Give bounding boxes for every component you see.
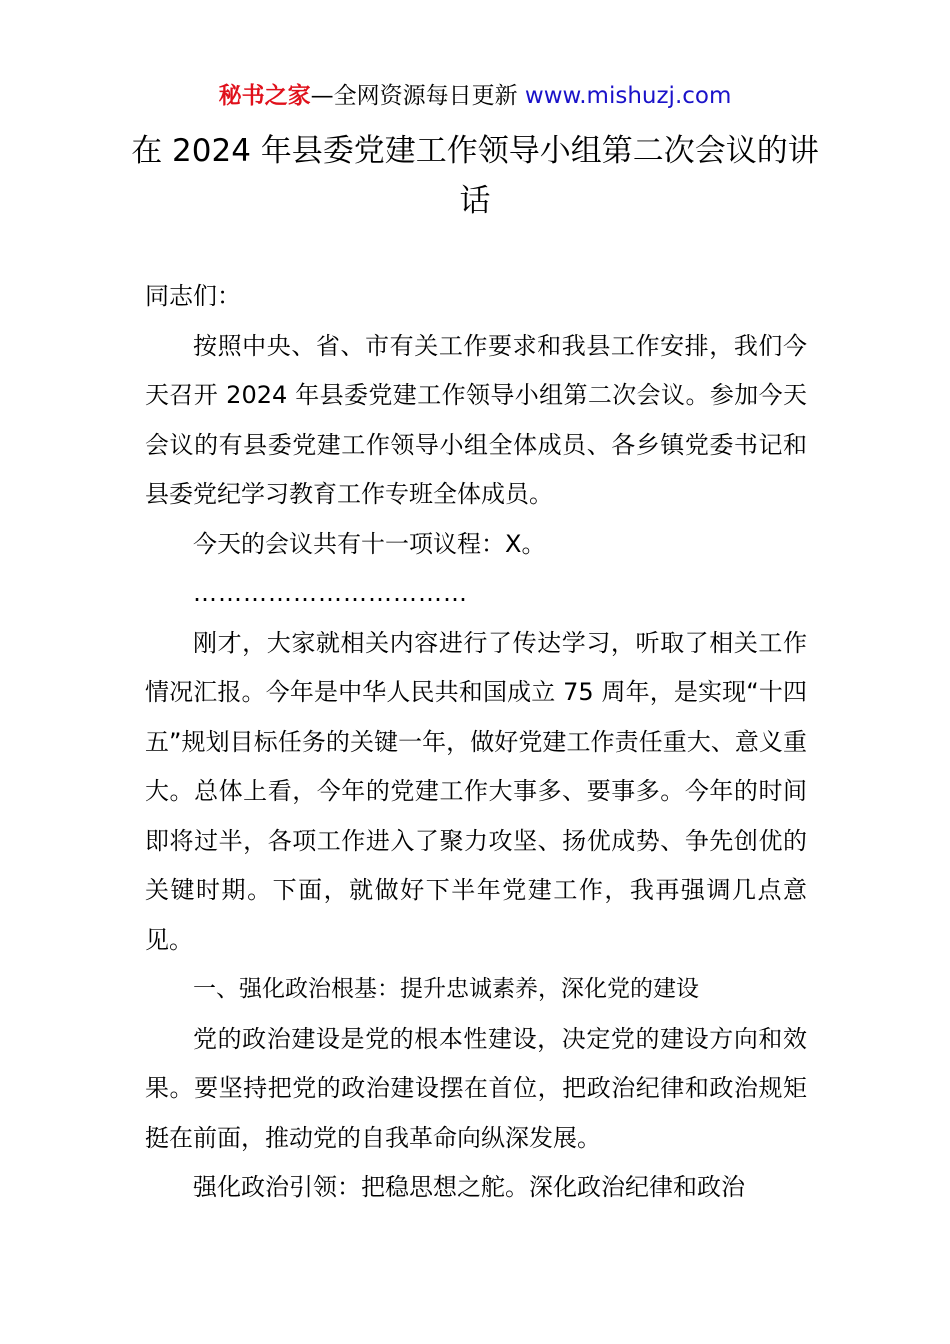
paragraph-political-guidance: 强化政治引领：把稳思想之舵。深化政治纪律和政治 xyxy=(193,1173,745,1201)
document-body xyxy=(145,272,807,1213)
section-heading-1: 一、强化政治根基：提升忠诚素养，深化党的建设 xyxy=(193,976,699,1002)
watermark-header xyxy=(0,80,950,112)
paragraph-political-building: 党的政治建设是党的根本性建设，决定党的建设方向和效果。要坚持把党的政治建设摆在首位，把政治纪律和政治规矩挺在前面，推动党的自我革命向纵深发展。 xyxy=(145,1024,807,1152)
header-tagline: —全网资源每日更新 xyxy=(310,83,525,109)
brand-name: 秘书之家 xyxy=(218,83,311,109)
paragraph-agenda: 今天的会议共有十一项议程：X。 xyxy=(193,529,546,558)
salutation: 同志们： xyxy=(145,282,241,310)
site-url: www.mishuzj.com xyxy=(524,83,732,109)
document-title: 在 2024 年县委党建工作领导小组第二次会议的讲话 xyxy=(131,133,819,219)
paragraph-summary: 刚才，大家就相关内容进行了传达学习，听取了相关工作情况汇报。今年是中华人民共和国成立 75 周年，是实现“十四五”规划目标任务的关键一年，做好党建工作责任重大、意义重大。总体上看，今年的党建工作大事多、要事多。今年的时间即将过半，各项工作进入了聚力攻坚、扬优成势、争先创优的关键时期。下面，就做好下半年党建工作，我再强调几点意见。 xyxy=(145,628,807,954)
paragraph-intro: 按照中央、省、市有关工作要求和我县工作安排，我们今天召开 2024 年县委党建工作领导小组第二次会议。参加今天会议的有县委党建工作领导小组全体成员、各乡镇党委书记和县委党纪学习教育工作专班全体成员。 xyxy=(145,331,807,508)
ellipsis-line: …………………………… xyxy=(193,579,468,607)
